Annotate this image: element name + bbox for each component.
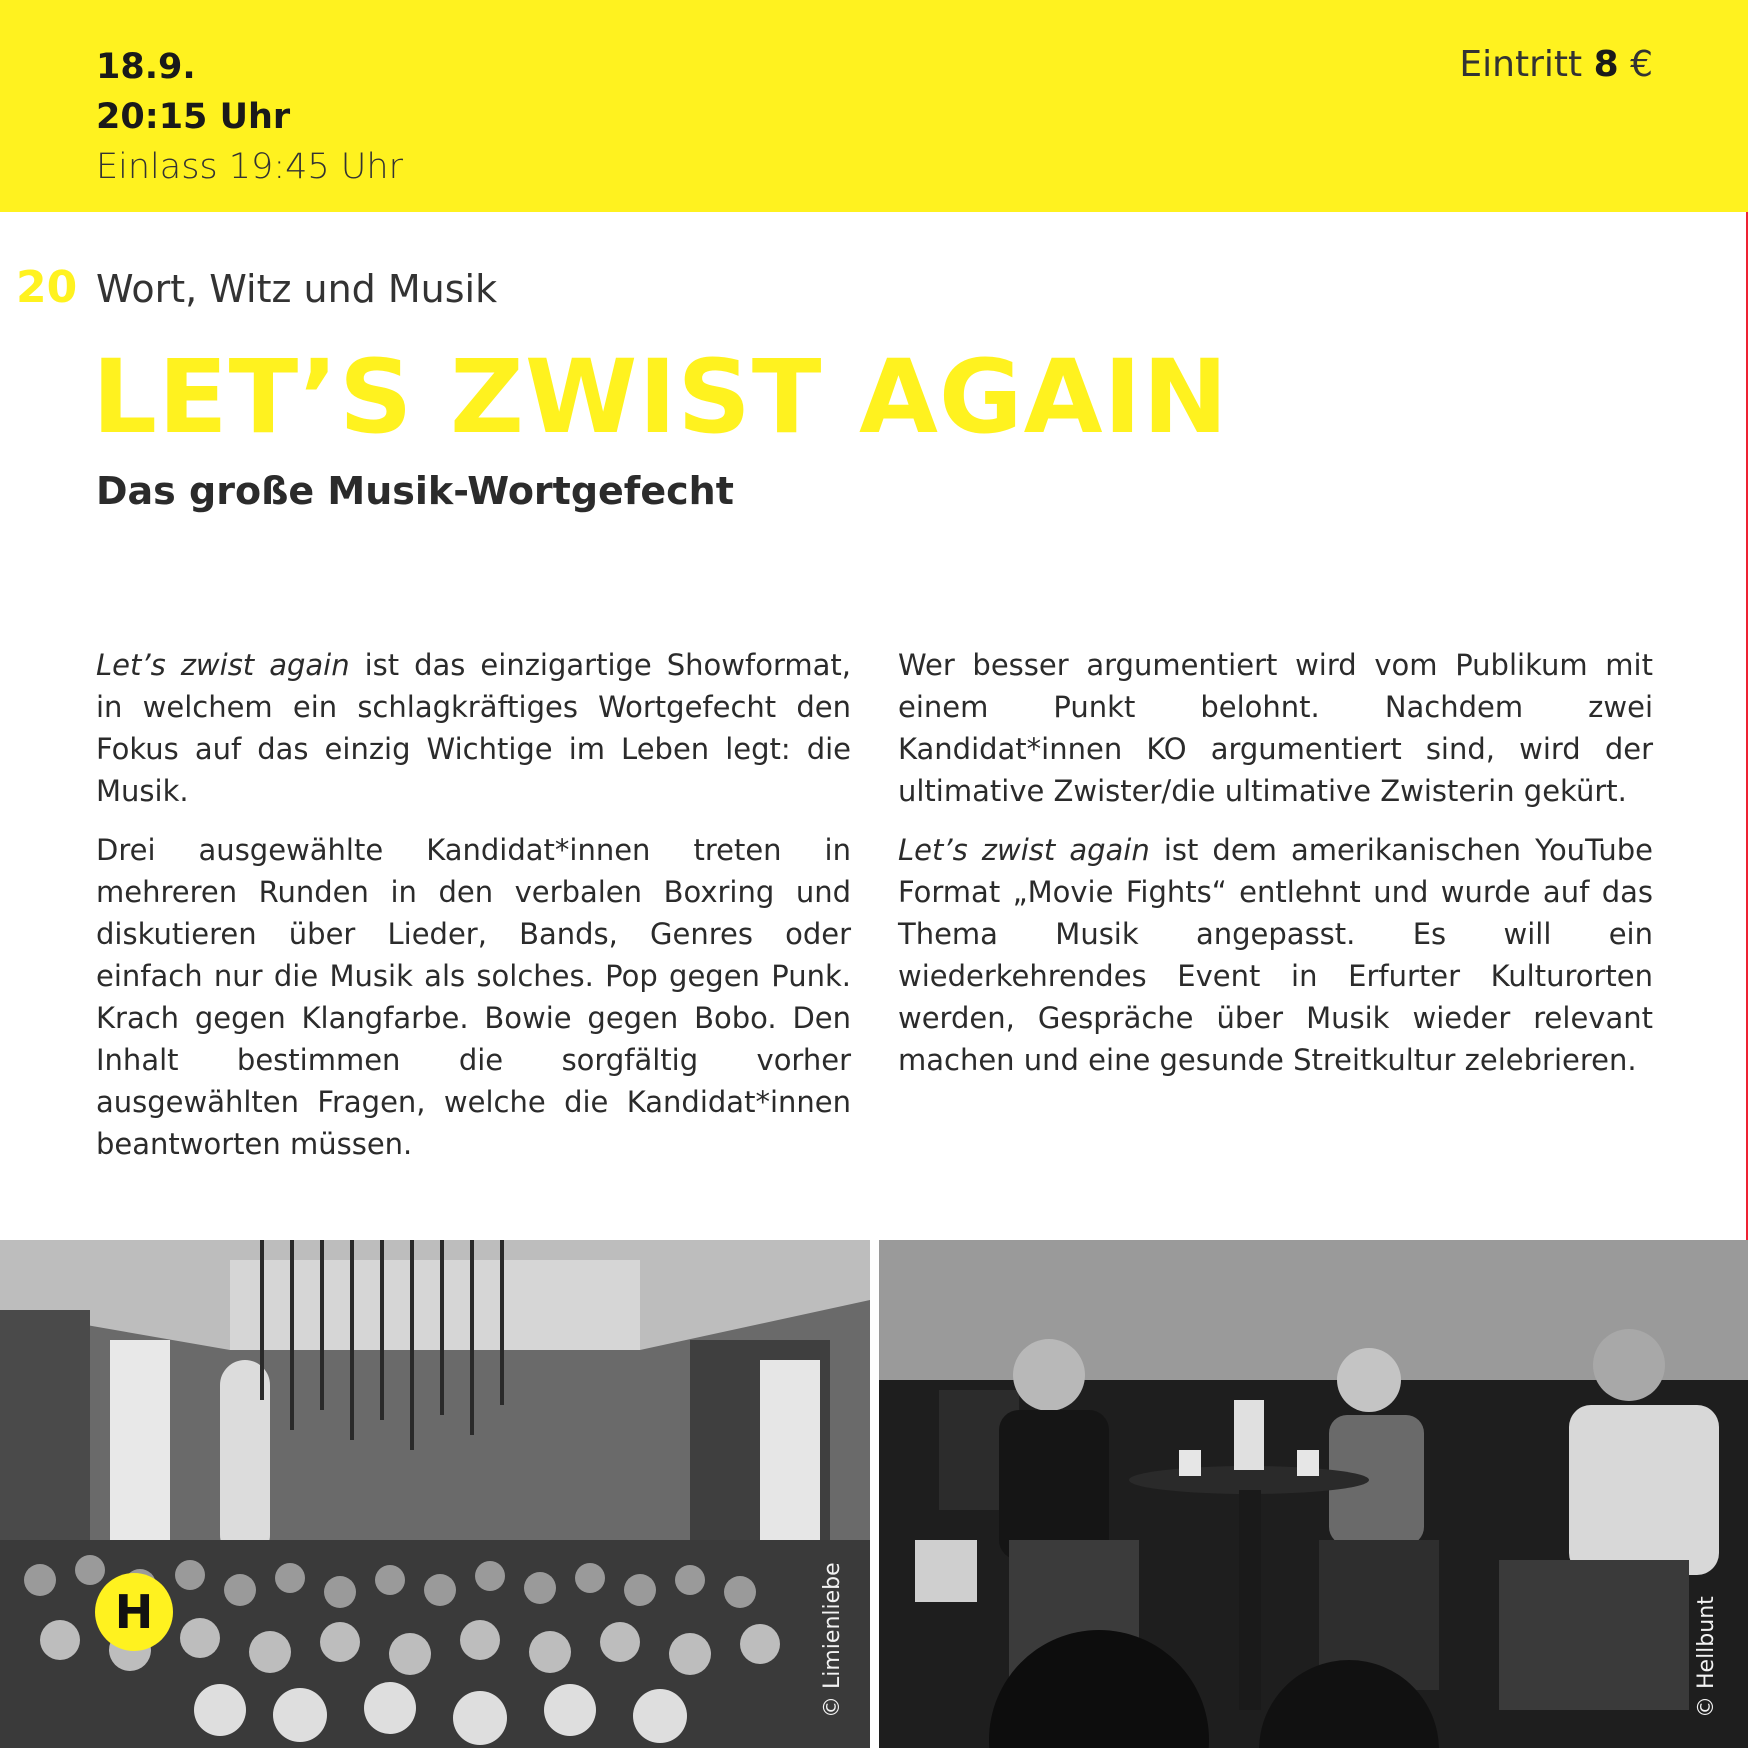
event-category: Wort, Witz und Musik: [96, 267, 498, 311]
h-badge: H: [95, 1573, 173, 1651]
admission-amount: 8: [1593, 44, 1619, 85]
page-number: 20: [16, 262, 78, 313]
photo-stage: [879, 1240, 1748, 1748]
event-time: 20:15 Uhr: [96, 97, 291, 137]
paragraph-scoring: Wer besser argumentiert wird vom Publikum mit einem Punkt belohnt. Nachdem zwei Kandidat*innen KO argumentiert sind, wird der ultimative Zwister/die ultimative Zwisterin gekürt.: [898, 648, 1653, 808]
event-date: 18.9.: [96, 47, 196, 87]
paragraph-origin: [898, 829, 1653, 1081]
stage-photo-illustration: [879, 1240, 1748, 1748]
event-title: LET’S ZWIST AGAIN: [92, 338, 1229, 457]
photo-audience: [0, 1240, 870, 1748]
photo-credit-right: © Hellbunt: [1694, 1596, 1719, 1718]
paragraph-origin-text: ist dem amerikanischen YouTube Format „Movie Fights“ entlehnt und wurde auf das Thema Musik angepasst. Es will ein wiederkehrendes Event in Erfurter Kulturorten werden, Gespräche über Musik wieder relevant machen und eine gesunde Streitkultur zelebrieren.: [898, 833, 1654, 1077]
paragraph-intro-text: ist das einzigartige Showformat, in welchem ein schlagkräftiges Wortgefecht den Fokus auf das einzig Wichtige im Leben legt: die Musik.: [96, 648, 851, 808]
show-name-italic: Let’s zwist again: [96, 648, 350, 682]
admission-currency: €: [1630, 44, 1653, 85]
paragraph-rules: Drei ausgewählte Kandidat*innen treten in mehreren Runden in den verbalen Boxring und diskutieren über Lieder, Bands, Genres oder einfach nur die Musik als solches. Pop gegen Punk. Krach gegen Klangfarbe. Bowie gegen Bobo. Den Inhalt bestimmen die sorgfältig vorher ausgewählten Fragen, welche die Kandidat*innen beantworten müssen.: [96, 833, 851, 1161]
entry-time: Einlass 19:45 Uhr: [96, 147, 403, 187]
admission-price: [1459, 40, 1653, 90]
audience-photo-illustration: [0, 1240, 870, 1748]
text-column-right: [898, 644, 1653, 1098]
show-name-italic: Let’s zwist again: [898, 833, 1150, 867]
event-subtitle: Das große Musik-Wortgefecht: [96, 469, 734, 513]
photo-credit-left: © Limienliebe: [820, 1562, 845, 1718]
admission-label: Eintritt: [1459, 44, 1583, 85]
paragraph-intro: [96, 644, 851, 812]
text-column-left: [96, 644, 851, 1182]
